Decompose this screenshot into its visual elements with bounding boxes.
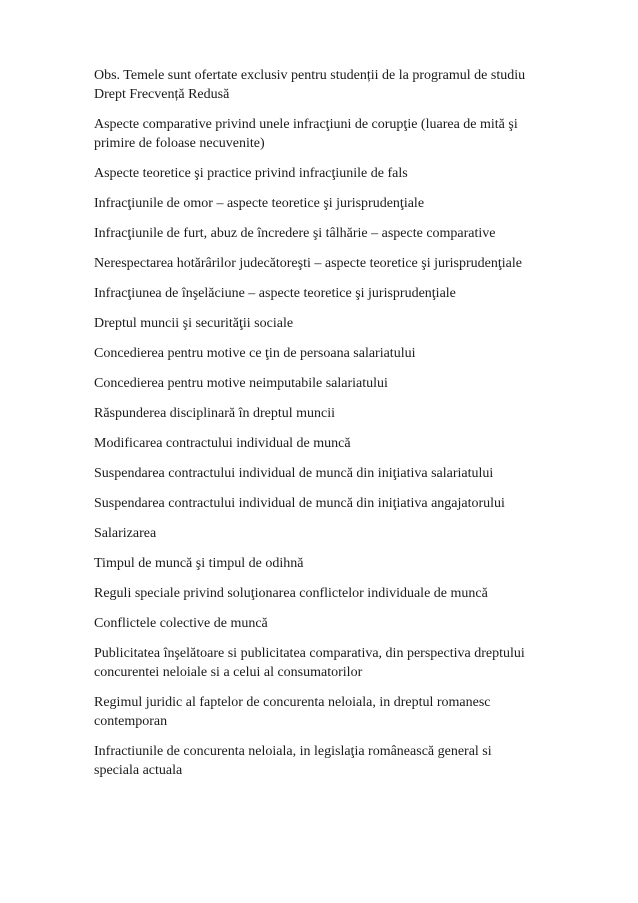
topic-item [94,254,574,273]
topic-item [94,374,574,393]
text-line: Nerespectarea hotărârilor judecătoreşti – aspecte teoretice şi jurisprudenţiale [94,256,522,271]
text-line: Concedierea pentru motive ce ţin de persoana salariatului [94,346,416,361]
text-line: concurentei neloiale si a celui al consumatorilor [94,665,363,680]
text-line: Dreptul muncii şi securităţii sociale [94,316,294,331]
text-line: Infractiunile de concurenta neloiala, in legislaţia românească general si [94,744,492,759]
topic-item [94,404,574,423]
text-line: contemporan [94,714,168,729]
topic-item [94,314,574,333]
topic-item [94,494,574,513]
text-line: Infracţiunile de furt, abuz de încredere şi tâlhărie – aspecte comparative [94,226,496,241]
topic-item [94,554,574,573]
text-line: Aspecte teoretice şi practice privind infracţiunile de fals [94,166,408,181]
note-paragraph [94,66,574,104]
topic-item [94,194,574,213]
text-line: Publicitatea înşelătoare si publicitatea comparativa, din perspectiva dreptului [94,646,525,661]
topic-item [94,524,574,543]
topic-item [94,164,574,183]
topic-item [94,584,574,603]
text-line: Timpul de muncă şi timpul de odihnă [94,556,304,571]
text-line: Obs. Temele sunt ofertate exclusiv pentru studenții de la programul de studiu [94,68,526,83]
text-line: Infracţiunea de înşelăciune – aspecte teoretice şi jurisprudenţiale [94,286,456,301]
topic-item [94,224,574,243]
text-line: Drept Frecvență Redusă [94,87,230,102]
text-line: Reguli speciale privind soluţionarea conflictelor individuale de muncă [94,586,488,601]
text-line: Modificarea contractului individual de muncă [94,436,351,451]
text-line: Conflictele colective de muncă [94,616,268,631]
topic-list [94,66,574,791]
text-line: Infracţiunile de omor – aspecte teoretice şi jurisprudenţiale [94,196,425,211]
text-line: Concedierea pentru motive neimputabile salariatului [94,376,388,391]
topic-item [94,434,574,453]
topic-item [94,644,574,682]
text-line: Regimul juridic al faptelor de concurenta neloiala, in dreptul romanesc [94,695,491,710]
text-line: Salarizarea [94,526,157,541]
topic-item [94,614,574,633]
topic-item [94,464,574,483]
text-line: Răspunderea disciplinară în dreptul muncii [94,406,336,421]
text-line: primire de foloase necuvenite) [94,136,265,151]
topic-item [94,693,574,731]
topic-item [94,115,574,153]
topic-item [94,284,574,303]
topic-item [94,742,574,780]
text-line: Suspendarea contractului individual de muncă din iniţiativa salariatului [94,466,494,481]
text-line: Aspecte comparative privind unele infracţiuni de corupţie (luarea de mită şi [94,117,518,132]
text-line: Suspendarea contractului individual de muncă din iniţiativa angajatorului [94,496,505,511]
text-line: speciala actuala [94,763,183,778]
topic-item [94,344,574,363]
